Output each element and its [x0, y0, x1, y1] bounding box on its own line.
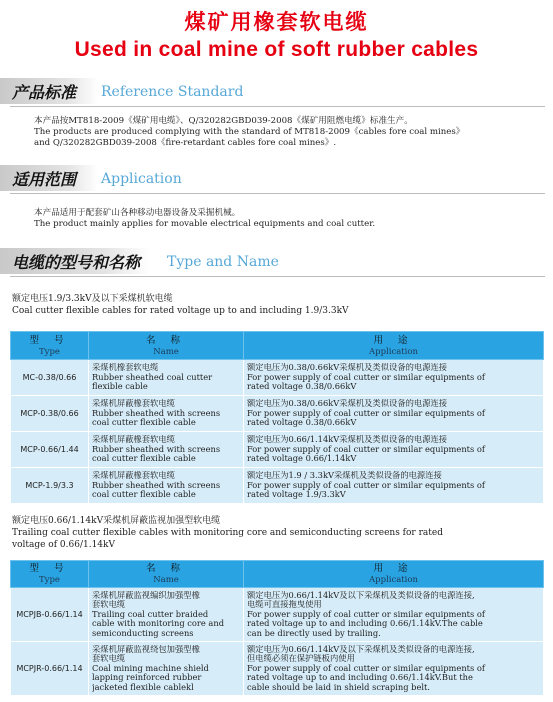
model-cell: MC-0.38/0.66	[11, 360, 89, 396]
header-app-cn: 用 途	[373, 334, 414, 346]
header-name	[89, 332, 244, 360]
section-divider	[10, 106, 545, 107]
cell-line: Coal mining machine shield	[92, 663, 209, 673]
intro-line: Coal cutter flexible cables for rated voltage up to and including 1.9/3.3kV	[12, 306, 349, 316]
section-label-en: Type and Name	[167, 254, 279, 270]
cell-line: jacketed flexible cablekl	[92, 682, 194, 692]
header-name	[89, 561, 244, 588]
table2-intro	[12, 515, 542, 551]
intro-line: voltage of 0.66/1.14kV	[12, 540, 115, 550]
name-cell	[89, 642, 244, 696]
cell-line: rated voltage 1.9/3.3kV	[247, 490, 346, 500]
application-cell	[244, 432, 544, 468]
section-divider	[10, 276, 545, 277]
cell-line: 额定电压为0.66/1.14kV采煤机及类似设备的电源连接	[247, 435, 448, 445]
cell-line: Trailing coal cutter braided	[92, 609, 209, 619]
section-label-cn: 适用范围	[12, 170, 77, 189]
cell-line: coal cutter flexible cable	[92, 454, 196, 464]
table1-intro	[12, 293, 542, 317]
cell-line: 套软电缆	[92, 600, 126, 610]
name-cell	[89, 432, 244, 468]
name-cell	[89, 360, 244, 396]
intro-line: 额定电压1.9/3.3kV及以下采煤机软电缆	[12, 294, 173, 304]
header-application	[244, 332, 544, 360]
section-header-application	[0, 165, 553, 191]
cell-line: 额定电压为1.9 / 3.3kV采煤机及类似设备的电源连接	[247, 471, 442, 481]
cell-line: 套软电缆	[92, 654, 126, 664]
header-type-en: Type	[39, 346, 60, 357]
cell-line: 采煤机屏蔽监视编织加强型橡	[92, 590, 200, 600]
model-cell: MCP-1.9/3.3	[11, 468, 89, 504]
model-cell: MCPJB-0.66/1.14	[11, 588, 89, 642]
cable-table-1	[10, 331, 544, 504]
table-row	[11, 396, 544, 432]
header-name-cn: 名 称	[145, 563, 187, 574]
paragraph-line: 本产品适用于配套矿山各种移动电器设备及采掘机械。	[34, 208, 241, 218]
cell-line: rated voltage 0.38/0.66kV	[247, 382, 357, 392]
paragraph-line: The product mainly applies for movable electrical equipments and coal cutter.	[34, 219, 376, 229]
section-header-standard	[0, 78, 553, 104]
cell-line: flexible cable	[92, 382, 148, 392]
section-divider	[10, 193, 545, 194]
cell-line: For power supply of coal cutter or similar equipments of	[247, 372, 485, 382]
application-cell	[244, 588, 544, 642]
cell-line: Rubber sheathed with screens	[92, 480, 221, 490]
cell-line: 采煤机屏蔽橡套软电缆	[92, 399, 175, 409]
application-cell	[244, 360, 544, 396]
cell-line: 采煤机屏蔽橡套软电缆	[92, 471, 175, 481]
cell-line: For power supply of coal cutter or similar equipments of	[247, 609, 485, 619]
cell-line: semiconducting screens	[92, 628, 194, 638]
application-cell	[244, 396, 544, 432]
model-cell: MCP-0.66/1.44	[11, 432, 89, 468]
table-row	[11, 432, 544, 468]
header-app-cn: 用 途	[373, 563, 414, 574]
section-label-cn: 电缆的型号和名称	[12, 253, 141, 272]
table-row	[11, 588, 544, 642]
header-type	[11, 561, 89, 588]
cell-line: 但电缆必须在保护链板内使用	[247, 654, 355, 664]
application-cell	[244, 468, 544, 504]
cell-line: rated voltage up to and including 0.66/1.14kV.But the	[247, 673, 473, 683]
cable-table-2	[10, 560, 544, 696]
table-row	[11, 360, 544, 396]
cell-line: Rubber sheathed coal cutter	[92, 372, 213, 382]
name-cell	[89, 396, 244, 432]
header-name-en: Name	[153, 575, 179, 585]
cell-line: 电缆可直接拖曳使用	[247, 600, 322, 610]
table-row	[11, 468, 544, 504]
page-title-en: Used in coal mine of soft rubber cables	[74, 38, 479, 61]
paragraph-line: The products are produced complying with the standard of MT818-2009《cables fore coal mines》	[34, 127, 465, 137]
cell-line: 采煤机橡套软电缆	[92, 363, 159, 373]
header-app-en: Application	[368, 346, 418, 357]
header-type-cn: 型 号	[29, 563, 70, 574]
cell-line: cable with monitoring core and	[92, 619, 225, 629]
standard-paragraph	[34, 116, 539, 149]
cell-line: rated voltage 0.38/0.66kV	[247, 418, 357, 428]
cell-line: Rubber sheathed with screens	[92, 408, 221, 418]
section-label-cn: 产品标准	[12, 83, 77, 102]
cell-line: 采煤机屏蔽橡套软电缆	[92, 435, 175, 445]
header-type	[11, 332, 89, 360]
cell-line: rated voltage up to and including 0.66/1.14kV.The cable	[247, 619, 483, 629]
cell-line: 额定电压为0.66/1.14kV及以下采煤机及类似设备的电源连接,	[247, 644, 475, 654]
application-paragraph	[34, 208, 539, 230]
header-type-cn: 型 号	[29, 334, 70, 346]
cell-line: rated voltage 0.66/1.14kV	[247, 454, 357, 464]
section-header-type-name	[0, 248, 553, 274]
table-header-row	[11, 561, 544, 588]
name-cell	[89, 588, 244, 642]
header-name-cn: 名 称	[145, 334, 187, 346]
paragraph-line: and Q/320282GBD039-2008《fire-retardant cables fore coal mines》.	[34, 138, 337, 148]
cell-line: lapping reinforced rubber	[92, 673, 202, 683]
intro-line: 额定电压0.66/1.14kV采煤机屏蔽监视加强型软电缆	[12, 516, 221, 526]
cell-line: Rubber sheathed with screens	[92, 444, 221, 454]
name-cell	[89, 468, 244, 504]
cell-line: coal cutter flexible cable	[92, 490, 196, 500]
header-type-en: Type	[39, 575, 60, 585]
section-label-en: Reference Standard	[101, 84, 244, 100]
cell-line: can be directly used by trailing.	[247, 628, 381, 638]
header-application	[244, 561, 544, 588]
section-label-en: Application	[101, 171, 182, 187]
cell-line: coal cutter flexible cable	[92, 418, 196, 428]
cell-line: cable should be laid in shield scraping belt.	[247, 682, 431, 692]
cell-line: 额定电压为0.66/1.14kV及以下采煤机及类似设备的电源连接,	[247, 590, 475, 600]
table-header-row	[11, 332, 544, 360]
cell-line: For power supply of coal cutter or similar equipments of	[247, 480, 485, 490]
cell-line: 采煤机屏蔽监视绕包加强型橡	[92, 644, 200, 654]
application-cell	[244, 642, 544, 696]
intro-line: Trailing coal cutter flexible cables with monitoring core and semiconducting screens for rated	[12, 528, 443, 538]
model-cell: MCP-0.38/0.66	[11, 396, 89, 432]
header-name-en: Name	[153, 346, 179, 357]
cell-line: For power supply of coal cutter or similar equipments of	[247, 444, 485, 454]
table-row	[11, 642, 544, 696]
cell-line: For power supply of coal cutter or similar equipments of	[247, 663, 485, 673]
cell-line: 额定电压为0.38/0.66kV采煤机及类似设备的电源连接	[247, 399, 448, 409]
model-cell: MCPJR-0.66/1.14	[11, 642, 89, 696]
header-app-en: Application	[368, 575, 418, 585]
cell-line: 额定电压为0.38/0.66kV采煤机及类似设备的电源连接	[247, 363, 448, 373]
page-title-cn: 煤矿用橡套软电缆	[184, 10, 369, 34]
cell-line: For power supply of coal cutter or similar equipments of	[247, 408, 485, 418]
paragraph-line: 本产品按MT818-2009《煤矿用电缆》、Q/320282GBD039-2008《煤矿用阻燃电缆》标准生产。	[34, 116, 413, 126]
